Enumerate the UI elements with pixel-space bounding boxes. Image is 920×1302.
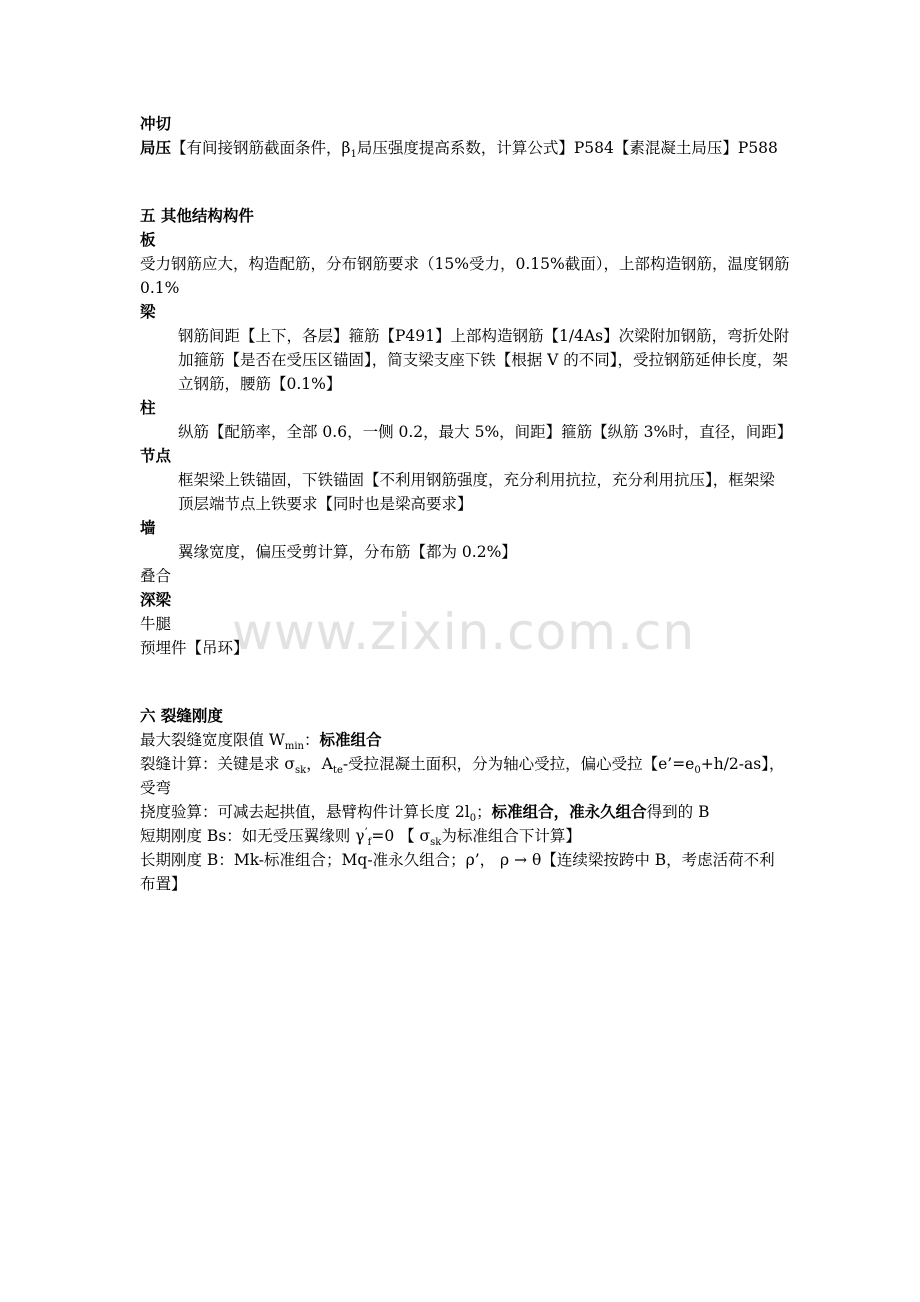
heading-liang: 梁	[140, 302, 156, 321]
heading-qiang: 墙	[140, 518, 156, 537]
standard-combination: 标准组合	[319, 730, 382, 749]
para-deflection	[140, 800, 790, 824]
heading-ban: 板	[140, 230, 156, 249]
colon: ：	[303, 731, 320, 749]
heading-shenliang: 深梁	[140, 590, 172, 609]
short-stiffness-text-a: 短期刚度 Bs：如无受压翼缘则 γ	[140, 827, 365, 845]
crack-calc-text-d: +h/2-as】，受弯	[140, 755, 785, 797]
watermark: www.zixin.com.cn	[232, 603, 696, 661]
wmin-subscript: min	[284, 741, 304, 753]
heading-jiedian: 节点	[140, 446, 172, 465]
short-stiffness-text-b: =0 【 σ	[371, 827, 431, 845]
para-juya	[140, 136, 790, 160]
sigma-sk-subscript-2: sk	[430, 837, 442, 849]
item-niutui: 牛腿	[140, 615, 172, 633]
gamma-f-subscript: f	[367, 837, 372, 849]
section-5-title: 五 其他结构构件	[140, 206, 254, 225]
short-stiffness-text-c: 为标准组合下计算】	[441, 827, 581, 845]
deflection-text-c: 得到的 B	[646, 803, 710, 821]
crack-calc-text-b: ，A	[306, 755, 333, 773]
para-zhu: 纵筋【配筋率，全部 0.6，一侧 0.2，最大 5%，间距】箍筋【纵筋 3%时，直径，间距】	[178, 423, 793, 441]
para-qiang: 翼缘宽度，偏压受剪计算，分布筋【都为 0.2%】	[178, 543, 517, 561]
para-long-stiffness: 长期刚度 B：Mk-标准组合；Mq-准永久组合；ρ’， ρ → θ【连续梁按跨中 B，考虑活荷不利布置】	[140, 851, 775, 893]
ate-subscript: te	[332, 765, 343, 777]
item-diehe: 叠合	[140, 567, 172, 585]
beta-subscript: 1	[350, 149, 357, 161]
para-liang: 钢筋间距【上下，各层】箍筋【P491】上部构造钢筋【1/4As】次梁附加钢筋，弯折处附加箍筋【是否在受压区锚固】，简支梁支座下铁【根据 V 的不同】，受拉钢筋延伸长度，架立钢筋，腰筋【0.1%】	[178, 327, 790, 393]
combinations-bold: 标准组合，准永久组合	[491, 802, 647, 821]
l0-subscript: 0	[469, 813, 477, 825]
item-yumaijian: 预埋件【吊环】	[140, 639, 249, 657]
beta-symbol: β	[341, 139, 351, 157]
heading-zhu: 柱	[140, 398, 156, 417]
deflection-text-a: 挠度验算：可减去起拱值，悬臂构件计算长度 2l	[140, 803, 470, 821]
heading-chongqie: 冲切	[140, 114, 172, 133]
max-crack-text: 最大裂缝宽度限值 W	[140, 731, 285, 749]
gamma-prime: ’	[364, 826, 368, 838]
crack-calc-text-a: 裂缝计算：关键是求 σ	[140, 755, 296, 773]
para-max-crack	[140, 728, 790, 752]
para-short-stiffness	[140, 824, 790, 848]
para-ban: 受力钢筋应大，构造配筋，分布钢筋要求（15%受力，0.15%截面），上部构造钢筋，温度钢筋 0.1%	[140, 255, 790, 297]
heading-juya: 局压	[140, 138, 172, 157]
para-crack-calc	[140, 752, 790, 800]
semicolon: ；	[476, 803, 492, 821]
crack-calc-text-c: -受拉混凝土面积，分为轴心受拉，偏心受拉【e’=e	[342, 755, 695, 773]
juya-text-a: 【有间接钢筋截面条件，	[171, 139, 342, 157]
e0-subscript: 0	[694, 765, 701, 777]
section-6-title: 六 裂缝刚度	[140, 706, 223, 725]
document-body	[140, 112, 793, 896]
para-jiedian: 框架梁上铁锚固，下铁锚固【不利用钢筋强度，充分利用抗拉，充分利用抗压】，框架梁顶层端节点上铁要求【同时也是梁高要求】	[178, 471, 775, 513]
juya-text-b: 局压强度提高系数，计算公式】P584【素混凝土局压】P588	[356, 139, 778, 157]
sigma-sk-subscript: sk	[295, 765, 307, 777]
